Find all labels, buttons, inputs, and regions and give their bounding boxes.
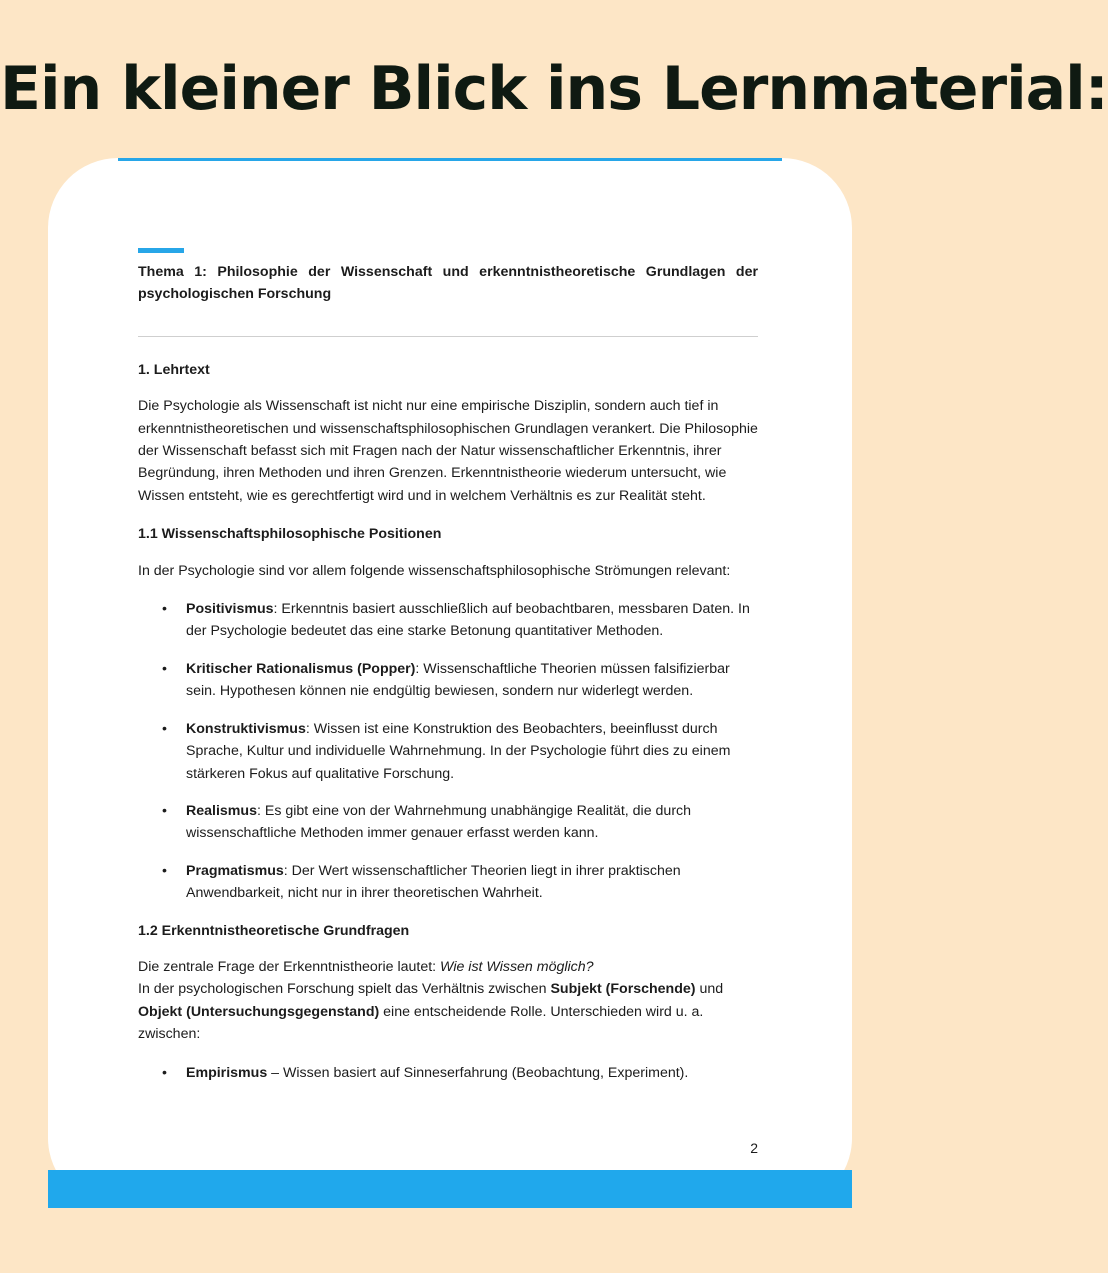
question-prefix: Die zentrale Frage der Erkenntnistheorie lautet: [138,958,441,975]
grundfragen-text-c: eine entscheidende Rolle. Unterschieden wird u. a. zwischen: [138,1003,704,1043]
positionen-intro: In der Psychologie sind vor allem folgende wissenschaftsphilosophische Strömungen relevant: [138,562,731,579]
list-item-text: – Wissen basiert auf Sinneserfahrung (Beobachtung, Experiment). [267,1064,689,1081]
list-item-text: : Erkenntnis basiert ausschließlich auf beobachtbaren, messbaren Daten. In der Psychologie bedeutet das eine starke Betonung quantitativer Methoden. [186,601,750,640]
list-item [138,598,758,643]
lehrtext-paragraph: Die Psychologie als Wissenschaft ist nicht nur eine empirische Disziplin, sondern auch tief in erkenntnistheoretischen und wissenschaftsphilosophischen Grundlagen verankert. Die Philosophie der Wissenschaft befasst sich mit Fragen nach der Natur wissenschaftlicher Erkenntnis, ihrer Begründung, ihren Methoden und ihren Grenzen. Erkenntnistheorie wiederum untersucht, wie Wissen entsteht, wie es gerechtfertigt wird und in welchem Verhältnis es zur Realität steht. [138,398,758,504]
divider [138,336,758,337]
section-heading-grundfragen: 1.2 Erkenntnistheoretische Grundfragen [138,922,410,939]
section-heading-positionen: 1.1 Wissenschaftsphilosophische Positionen [138,526,442,543]
object-term: Objekt (Untersuchungsgegenstand) [138,1003,380,1020]
bullet-icon: • [162,720,167,737]
card-top-line [118,158,782,161]
card-bottom-bar [48,1170,852,1208]
positionen-list [138,598,758,904]
bullet-icon: • [162,601,167,618]
list-item-text: : Der Wert wissenschaftlicher Theorien liegt in ihrer praktischen Anwendbarkeit, nicht nur in ihrer theoretischen Wahrheit. [186,862,681,902]
list-item-text: : Wissenschaftliche Theorien müssen falsifizierbar sein. Hypothesen können nie endgültig bewiesen, sondern nur widerlegt werden. [186,660,730,700]
list-item-text: : Es gibt eine von der Wahrnehmung unabhängige Realität, die durch wissenschaftliche Methoden immer genauer erfasst werden kann. [186,802,692,842]
grundfragen-paragraph [138,956,758,1046]
banner-title: Ein kleiner Blick ins Lernmaterial: [0,54,1108,124]
list-item-text: : Wissen ist eine Konstruktion des Beobachters, beeinflusst durch Sprache, Kultur und individuelle Wahrnehmung. In der Psychologie führt dies zu einem stärkeren Fokus auf qualitative Forschung. [186,720,731,782]
document-card [48,158,852,1208]
central-question: Wie ist Wissen möglich? [440,958,594,975]
bullet-icon: • [162,802,167,819]
grundfragen-text-b: und [695,981,724,998]
grundfragen-list [138,1062,758,1084]
page-number: 2 [750,1140,758,1156]
list-item-term: Empirismus [186,1064,268,1081]
bullet-icon: • [162,660,167,677]
list-item-term: Kritischer Rationalismus (Popper) [186,660,416,677]
list-item-term: Realismus [186,802,257,819]
list-item [138,718,758,785]
document-title: Thema 1: Philosophie der Wissenschaft und erkenntnistheoretische Grundlagen der psychologischen Forschung [138,264,758,303]
list-item-term: Konstruktivismus [186,720,306,737]
title-accent-bar [138,248,184,253]
list-item-term: Positivismus [186,601,274,618]
list-item [138,1062,758,1084]
grundfragen-text-a: In der psychologischen Forschung spielt das Verhältnis zwischen [138,981,551,998]
document-content [138,248,758,1099]
list-item-term: Pragmatismus [186,862,284,879]
list-item [138,800,758,845]
bullet-icon: • [162,862,167,879]
list-item [138,658,758,703]
section-heading-lehrtext: 1. Lehrtext [138,361,210,378]
list-item [138,860,758,905]
bullet-icon: • [162,1064,167,1081]
subject-term: Subjekt (Forschende) [550,981,696,998]
